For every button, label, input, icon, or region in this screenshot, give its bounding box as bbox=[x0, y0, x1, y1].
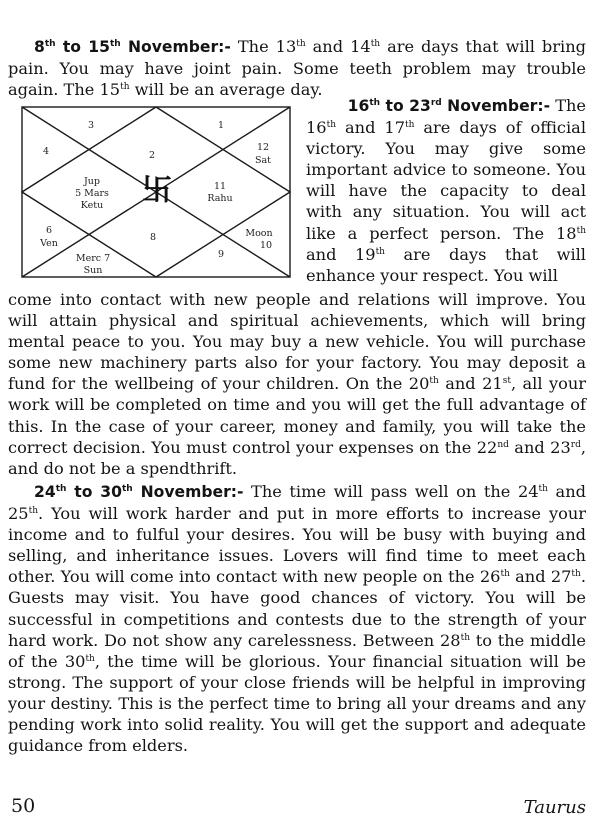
house-12-planet: Sat bbox=[255, 155, 271, 166]
house-8-label: 8 bbox=[149, 232, 157, 243]
house-11-planet: Rahu bbox=[207, 193, 233, 204]
heading-line-nov-16-23: 16th to 23rd November:- The bbox=[347, 96, 586, 115]
running-footer-sign: Taurus bbox=[523, 797, 586, 818]
paragraph-nov-8-15: 8th to 15th November:- The 13th and 14th are days that will bring pain. You may have joint pain. Some teeth problem may trouble again. The 15th will be an average day. bbox=[8, 37, 587, 100]
house-6-number: 6 bbox=[45, 225, 53, 236]
house-5-planet-3: Ketu bbox=[80, 200, 104, 211]
heading-nov-8-15: 8th to 15th November:- bbox=[34, 38, 231, 56]
house-6-planet: Ven bbox=[40, 238, 58, 249]
house-5-planet-2: 5 Mars bbox=[75, 188, 109, 199]
house-4-label: 4 bbox=[42, 146, 50, 157]
house-9-label: 9 bbox=[217, 249, 225, 260]
page-number: 50 bbox=[11, 795, 36, 817]
house-5-planet-1: Jup bbox=[83, 176, 101, 187]
paragraph-nov-16-23-continued: come into contact with new people and relations will improve. You will attain physical and spiritual achievements, which will bring mental peace to you. You may buy a new vehicle. You will purchase some new machinery parts also for your factory. You may deposit a fund for the wellbeing of your children. On the 20th and 21st, all your work will be completed on time and you will get the full advantage of this. In the case of your career, money and family, you will take the correct decision. You must control your expenses on the 22nd and 23rd, and do not be a spendthrift. bbox=[8, 290, 587, 478]
house-7-planet-2: Sun bbox=[83, 265, 103, 276]
heading-nov-16-23: 16th to 23rd November:- bbox=[347, 97, 551, 115]
house-3-label: 3 bbox=[87, 120, 95, 131]
house-10-number: 10 bbox=[259, 240, 273, 251]
heading-nov-24-30: 24th to 30th November:- bbox=[34, 483, 244, 501]
house-11-number: 11 bbox=[213, 181, 227, 192]
house-1-label: 1 bbox=[217, 120, 225, 131]
house-10-planet: Moon bbox=[245, 228, 273, 239]
paragraph-nov-16-23-side: 16th to 23rd November:- The 16th and 17th are days of official victory. You may give some important advice to someone. You will have the capacity to deal with any situation. You will act like a perfect person. The 18th and 19th are days that will enhance your respect. You will bbox=[306, 96, 586, 285]
paragraph-nov-24-30: 24th to 30th November:- The time will pass well on the 24th and 25th. You will work harder and put in more efforts to increase your income and to fulful your desires. You will be busy with buying and selling, and inheritance issues. Lovers will find time to meet each other. You will come into contact with new people on the 26th and 27th. Guests may visit. You have good chances of victory. You will be successful in competitions and contests due to the strength of your hard work. Do not show any carelessness. Between 28th to the middle of the 30th, the time will be glorious. Your financial situation will be strong. The support of your close friends will be helpful in improving your destiny. This is the perfect time to bring all your dreams and any pending work into solid reality. You will get the support and adequate guidance from elders. bbox=[8, 482, 586, 756]
house-7-planet-1: Merc 7 bbox=[75, 253, 111, 264]
birth-chart-diagram bbox=[21, 106, 291, 278]
swastika-icon: 卐 bbox=[142, 173, 172, 208]
house-2-label: 2 bbox=[148, 150, 156, 161]
house-12-number: 12 bbox=[256, 142, 270, 153]
